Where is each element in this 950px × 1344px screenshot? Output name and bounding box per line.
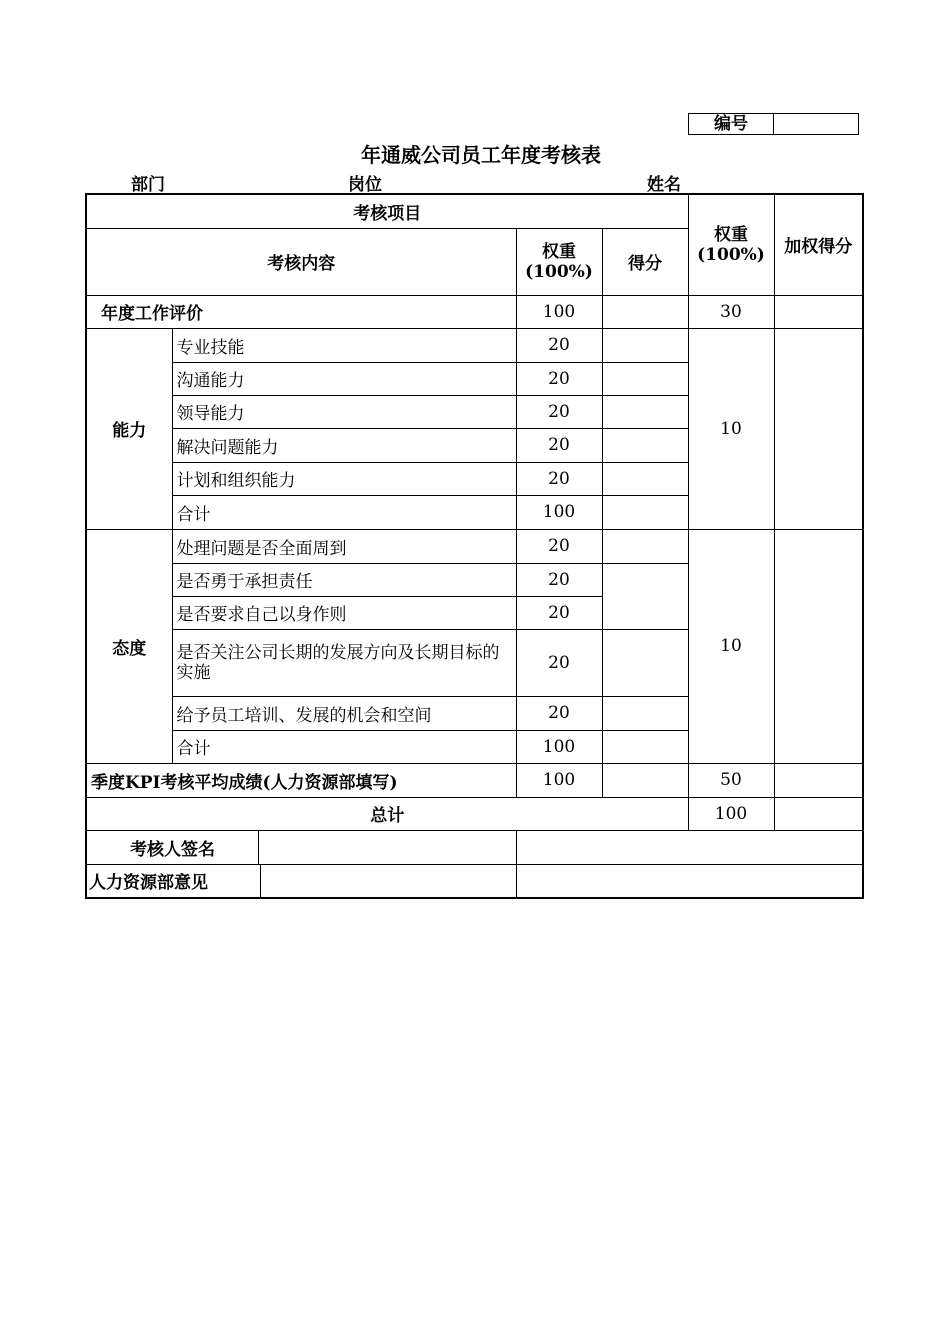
hr-opinion-row: [86, 864, 516, 898]
ability-score[interactable]: [602, 428, 688, 462]
appraisal-table: [85, 193, 864, 899]
ability-subtotal-score[interactable]: [602, 495, 688, 529]
annual-weight: 100: [516, 295, 602, 328]
annual-weighted-score[interactable]: [774, 295, 863, 328]
department-label: 部门: [131, 175, 165, 195]
ability-score[interactable]: [602, 362, 688, 395]
ability-content: 计划和组织能力: [172, 462, 516, 495]
weighted-score-header: 加权得分: [774, 194, 863, 295]
outer-weight-header-line2: (100%): [697, 244, 765, 265]
annual-label: 年度工作评价: [86, 295, 516, 328]
outer-weight-header-line1: 权重: [714, 224, 748, 245]
ability-weight: 20: [516, 395, 602, 428]
attitude-score[interactable]: [602, 629, 688, 696]
weight-header-line2: (100%): [525, 261, 593, 282]
kpi-label: 季度KPI考核平均成绩(人力资源部填写): [86, 763, 516, 797]
annual-score[interactable]: [602, 295, 688, 328]
reviewer-signature-row: [86, 830, 516, 864]
number-box: [688, 113, 859, 135]
ability-weight: 20: [516, 462, 602, 495]
hr-opinion-field[interactable]: [261, 865, 516, 897]
ability-subtotal-weight: 100: [516, 495, 602, 529]
content-header: 考核内容: [86, 228, 516, 295]
attitude-score[interactable]: [602, 563, 688, 629]
kpi-outer-weight: 50: [688, 763, 774, 797]
ability-weighted-score[interactable]: [774, 328, 863, 529]
ability-label: 能力: [86, 328, 172, 529]
ability-content: 专业技能: [172, 328, 516, 362]
total-weighted-score[interactable]: [774, 797, 863, 830]
position-label: 岗位: [348, 175, 382, 195]
attitude-weight: 20: [516, 529, 602, 563]
attitude-subtotal-weight: 100: [516, 730, 602, 763]
ability-content: 沟通能力: [172, 362, 516, 395]
attitude-content-text: 是否关注公司长期的发展方向及长期目标的实施: [176, 642, 500, 683]
attitude-weight: 20: [516, 629, 602, 696]
hr-opinion-field-ext[interactable]: [516, 864, 863, 898]
reviewer-signature-field-ext[interactable]: [516, 830, 863, 864]
page-title: 年通威公司员工年度考核表: [361, 143, 601, 167]
weight-header: [516, 228, 602, 295]
ability-score[interactable]: [602, 462, 688, 495]
attitude-weighted-score[interactable]: [774, 529, 863, 763]
attitude-score[interactable]: [602, 696, 688, 730]
attitude-score[interactable]: [602, 529, 688, 563]
total-label: 总计: [86, 797, 688, 830]
ability-outer-weight: 10: [688, 328, 774, 529]
attitude-subtotal-score[interactable]: [602, 730, 688, 763]
reviewer-signature-field[interactable]: [259, 831, 516, 864]
kpi-weight: 100: [516, 763, 602, 797]
ability-content: 领导能力: [172, 395, 516, 428]
outer-weight-header: [688, 194, 774, 295]
kpi-weighted-score[interactable]: [774, 763, 863, 797]
ability-weight: 20: [516, 428, 602, 462]
total-outer-weight: 100: [688, 797, 774, 830]
attitude-content: 是否勇于承担责任: [172, 563, 516, 596]
annual-outer-weight: 30: [688, 295, 774, 328]
attitude-content: 给予员工培训、发展的机会和空间: [172, 696, 516, 730]
attitude-label: 态度: [86, 529, 172, 763]
attitude-weight: 20: [516, 563, 602, 596]
attitude-subtotal-label: 合计: [172, 730, 516, 763]
ability-weight: 20: [516, 362, 602, 395]
attitude-weight: 20: [516, 696, 602, 730]
item-header: 考核项目: [86, 194, 688, 228]
reviewer-signature-label: 考核人签名: [87, 831, 259, 864]
hr-opinion-label: 人力资源部意见: [87, 865, 261, 897]
ability-content: 解决问题能力: [172, 428, 516, 462]
attitude-content: 处理问题是否全面周到: [172, 529, 516, 563]
attitude-content: 是否要求自己以身作则: [172, 596, 516, 629]
score-header: 得分: [602, 228, 688, 295]
ability-score[interactable]: [602, 395, 688, 428]
ability-score[interactable]: [602, 328, 688, 362]
number-label: 编号: [689, 114, 774, 135]
weight-header-line1: 权重: [542, 241, 576, 262]
attitude-weight: 20: [516, 596, 602, 629]
kpi-score[interactable]: [602, 763, 688, 797]
attitude-content: [172, 629, 516, 696]
attitude-outer-weight: 10: [688, 529, 774, 763]
name-label: 姓名: [647, 175, 681, 195]
ability-weight: 20: [516, 328, 602, 362]
number-value[interactable]: [774, 114, 859, 135]
ability-subtotal-label: 合计: [172, 495, 516, 529]
